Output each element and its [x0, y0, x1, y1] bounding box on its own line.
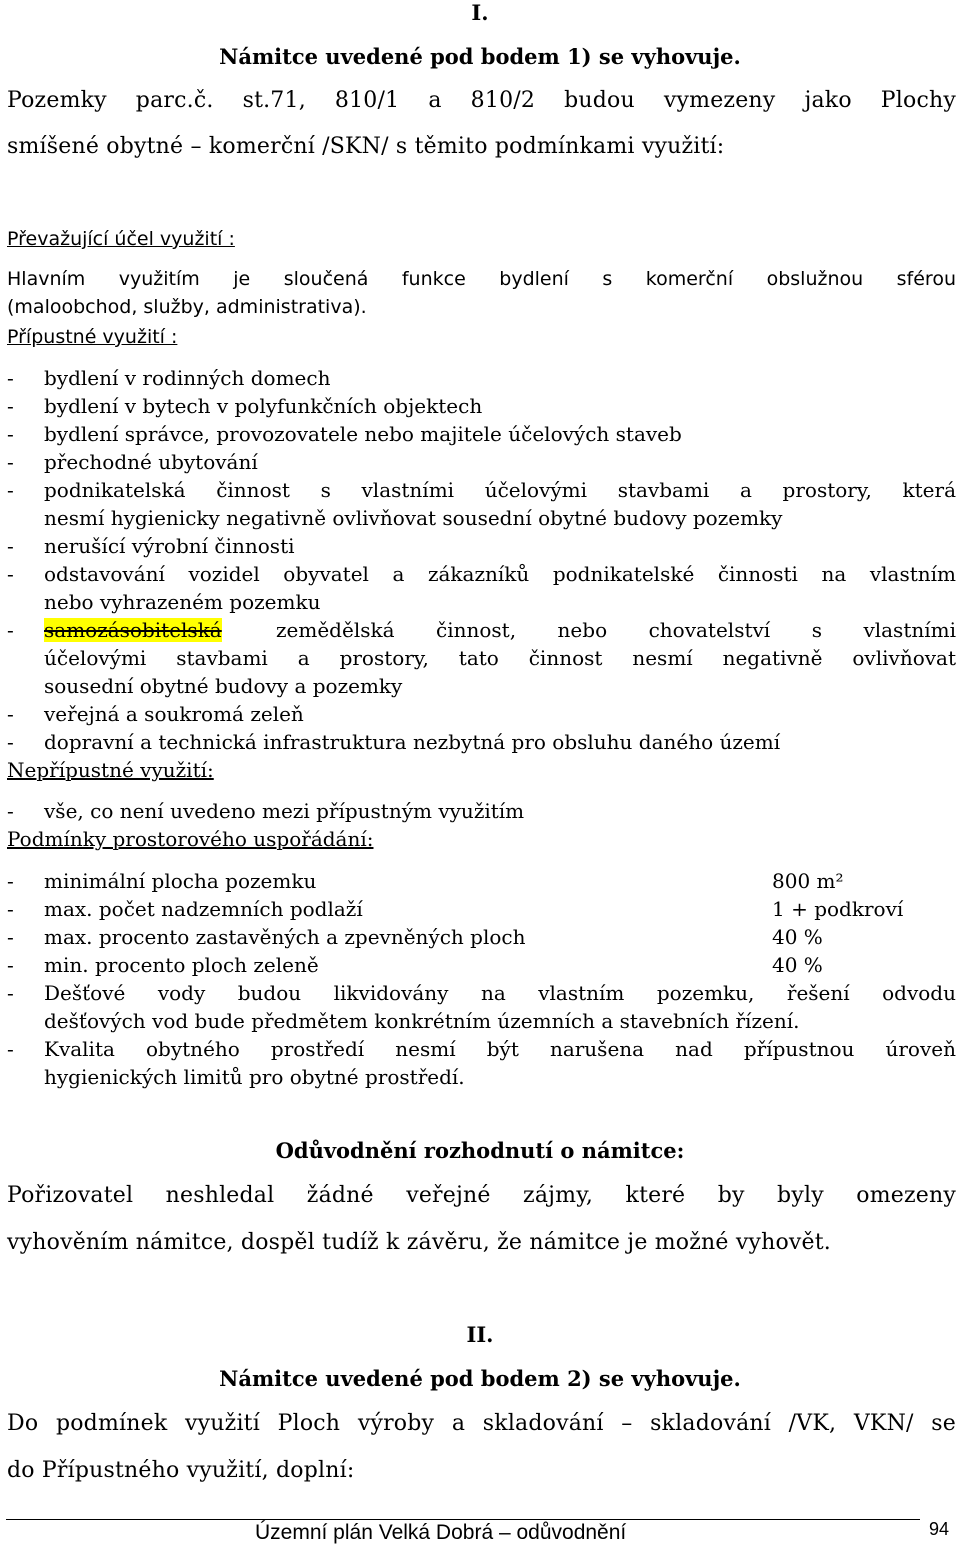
spatial-row-value: 800 m²: [772, 869, 844, 893]
list-item: vše, co není uvedeno mezi přípustným využitím: [44, 799, 525, 823]
list-item: odstavování vozidel obyvatel a zákazníků podnikatelské činnosti na vlastním: [44, 562, 956, 586]
list-item-continued: účelovými stavbami a prostory, tato činnost nesmí negativně ovlivňovat: [44, 646, 956, 670]
spatial-row-label: min. procento ploch zeleně: [44, 953, 319, 977]
section-numeral: II.: [466, 1322, 494, 1347]
justification-text: Pořizovatel neshledal žádné veřejné zájmy, které by byly omezeny: [7, 1183, 956, 1208]
section-numeral: I.: [471, 0, 489, 25]
predominant-use-text: (maloobchod, služby, administrativa).: [7, 296, 367, 318]
list-item: bydlení v rodinných domech: [44, 366, 331, 390]
list-item: Dešťové vody budou likvidovány na vlastním pozemku, řešení odvodu: [44, 981, 956, 1005]
spatial-row-label: max. procento zastavěných a zpevněných ploch: [44, 925, 526, 949]
document-page: I. Námitce uvedené pod bodem 1) se vyhovuje. Pozemky parc.č. st.71, 810/1 a 810/2 budou vymezeny jako Plochy smíšené obytné – komerční /SKN/ s těmito podmínkami využití: Převažující účel využití : Hlavním využitím je sloučená funkce bydlení s komerční obslužnou sférou (maloobchod, služby, administrativa). Přípustné využití : - bydlení v rodinných domech - bydlení v bytech v polyfunkčních objektech - bydlení správce, provozovatele nebo majitele účelových staveb - přechodné ubytování - podnikatelská činnost s vlastními účelovými stavbami a prostory, která nesmí hygienicky negativně ovlivňovat sousední obytné budovy pozemky - nerušící výrobní činnosti - odstavování vozidel obyvatel a zákazníků podnikatelské činnosti na vlastním nebo vyhrazeném pozemku - samozásobitelská zemědělská činnost, nebo chovatelství s vlastními účelovými stavbami a prostory, tato činnost nesmí negativně ovlivňovat sousední obytné budovy a pozemky - veřejná a soukromá zeleň - dopravní a technická infrastruktura nezbytná pro obsluhu daného území Nepřípustné využití: - vše, co není uvedeno mezi přípustným využitím Podmínky prostorového uspořádání: - minimální plocha pozemku 800 m² - max. počet nadzemních podlaží 1 + podkroví - max. procento zastavěných a zpevněných ploch 40 % - min. procento ploch zeleně 40 % - Dešťové vody budou likvidovány na vlastním pozemku, řešení odvodu dešťových vod bude předmětem konkrétním územních a stavebních řízení. - Kvalita obytného prostředí nesmí být narušena nad přípustnou úroveň hygienických limitů pro obytné prostředí. Odůvodnění rozhodnutí o námitce: Pořizovatel neshledal žádné veřejné zájmy, které by byly omezeny vyhověním námitce, dospěl tudíž k závěru, že námitce je možné vyhovět. II. Námitce uvedené pod bodem 2) se vyhovuje. Do podmínek využití Ploch výroby a skladování – skladování /VK, VKN/ se do Přípustného využití, doplní: Územní plán Velká Dobrá – odůvodnění 94: [0, 0, 960, 1550]
spatial-row-value: 40 %: [772, 925, 823, 949]
section-heading: Námitce uvedené pod bodem 1) se vyhovuje.: [219, 44, 741, 69]
list-item: přechodné ubytování: [44, 450, 258, 474]
list-item: [44, 618, 956, 642]
footer-title: Územní plán Velká Dobrá – odůvodnění: [255, 1521, 627, 1544]
justification-text: vyhověním námitce, dospěl tudíž k závěru, že námitce je možné vyhovět.: [7, 1230, 831, 1255]
list-item: bydlení správce, provozovatele nebo majitele účelových staveb: [44, 422, 682, 446]
predominant-use-label: Převažující účel využití :: [7, 228, 235, 250]
spatial-row-label: minimální plocha pozemku: [44, 869, 317, 893]
list-item: Kvalita obytného prostředí nesmí být narušena nad přípustnou úroveň: [44, 1037, 956, 1061]
list-item-continued: sousední obytné budovy a pozemky: [44, 674, 403, 698]
list-item-continued: hygienických limitů pro obytné prostředí.: [44, 1065, 465, 1089]
forbidden-use-label: Nepřípustné využití:: [7, 758, 214, 782]
list-item-continued: nesmí hygienicky negativně ovlivňovat sousední obytné budovy pozemky: [44, 506, 783, 530]
permitted-use-label: Přípustné využití :: [7, 326, 178, 348]
spatial-row-label: max. počet nadzemních podlaží: [44, 897, 363, 921]
section-text: Do podmínek využití Ploch výroby a skladování – skladování /VK, VKN/ se: [7, 1411, 956, 1436]
list-item: podnikatelská činnost s vlastními účelovými stavbami a prostory, která: [44, 478, 956, 502]
justification-heading: Odůvodnění rozhodnutí o námitce:: [275, 1138, 685, 1163]
section-heading: Námitce uvedené pod bodem 2) se vyhovuje.: [219, 1366, 741, 1391]
page-number: 94: [929, 1519, 950, 1539]
intro-line: Pozemky parc.č. st.71, 810/1 a 810/2 budou vymezeny jako Plochy: [7, 88, 956, 113]
spatial-row-value: 1 + podkroví: [772, 897, 904, 921]
intro-line: smíšené obytné – komerční /SKN/ s těmito podmínkami využití:: [7, 134, 725, 159]
struck-word: samozásobitelská: [44, 618, 222, 642]
list-item-text: zemědělská činnost, nebo chovatelství s vlastními: [276, 618, 956, 642]
list-item-continued: nebo vyhrazeném pozemku: [44, 590, 321, 614]
list-item: dopravní a technická infrastruktura nezbytná pro obsluhu daného území: [44, 730, 781, 754]
list-item: nerušící výrobní činnosti: [44, 534, 295, 558]
section-text: do Přípustného využití, doplní:: [7, 1458, 355, 1483]
spatial-row-value: 40 %: [772, 953, 823, 977]
list-item-continued: dešťových vod bude předmětem konkrétním územních a stavebních řízení.: [44, 1009, 800, 1033]
list-item: bydlení v bytech v polyfunkčních objektech: [44, 394, 483, 418]
list-item: veřejná a soukromá zeleň: [44, 702, 304, 726]
footer-divider: [6, 1519, 920, 1520]
predominant-use-text: Hlavním využitím je sloučená funkce bydlení s komerční obslužnou sférou: [7, 268, 956, 290]
spatial-conditions-label: Podmínky prostorového uspořádání:: [7, 827, 374, 851]
